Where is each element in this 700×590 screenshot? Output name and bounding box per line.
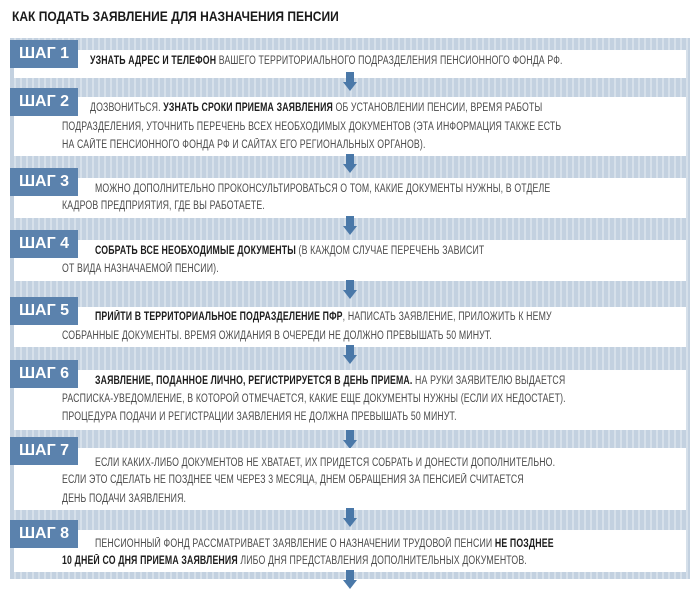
step-text: (В КАЖДОМ СЛУЧАЕ ПЕРЕЧЕНЬ ЗАВИСИТ <box>295 245 485 257</box>
step-text: ЛИБО ДНЯ ПРЕДСТАВЛЕНИЯ ДОПОЛНИТЕЛЬНЫХ ДОКУМЕНТОВ. <box>237 555 527 567</box>
step-text-line <box>62 121 561 133</box>
step-text: ОБ УСТАНОВЛЕНИИ ПЕНСИИ, ВРЕМЯ РАБОТЫ <box>332 102 543 114</box>
step-text: ВАШЕГО ТЕРРИТОРИАЛЬНОГО ПОДРАЗДЕЛЕНИЯ ПЕНСИОННОГО ФОНДА РФ. <box>216 55 563 67</box>
arrow-down-icon <box>343 216 357 236</box>
step-text: РАСПИСКА-УВЕДОМЛЕНИЕ, В КОТОРОЙ ОТМЕЧАЕТСЯ, КАКИЕ ЕЩЕ ДОКУМЕНТЫ НУЖНЫ (ЕСЛИ ИХ НЕДОСТАЕТ). <box>62 393 566 405</box>
step-text-bold: 10 ДНЕЙ СО ДНЯ ПРИЕМА ЗАЯВЛЕНИЯ <box>62 555 238 567</box>
step-text: НА САЙТЕ ПЕНСИОННОГО ФОНДА РФ И САЙТАХ ЕГО РЕГИОНАЛЬНЫХ ОРГАНОВ). <box>62 139 426 151</box>
arrow-down-icon <box>343 345 357 365</box>
step-text-line <box>95 311 552 323</box>
step-text: КАДРОВ ПРЕДПРИЯТИЯ, ГДЕ ВЫ РАБОТАЕТЕ. <box>62 200 265 212</box>
step-text: ЕСЛИ ЭТО СДЕЛАТЬ НЕ ПОЗДНЕЕ ЧЕМ ЧЕРЕЗ 3 МЕСЯЦА, ДНЕМ ОБРАЩЕНИЯ ЗА ПЕНСИЕЙ СЧИТАЕТСЯ <box>62 474 524 486</box>
arrow-down-icon <box>343 280 357 300</box>
arrow-down-icon <box>343 72 357 92</box>
step-badge: ШАГ 4 <box>10 230 78 258</box>
step-text-line <box>90 102 542 114</box>
arrow-down-icon <box>343 570 357 590</box>
step-text-line <box>62 555 527 567</box>
step-text: НА РУКИ ЗАЯВИТЕЛЮ ВЫДАЕТСЯ <box>412 375 566 387</box>
step-badge: ШАГ 3 <box>10 168 78 196</box>
step-text: ОТ ВИДА НАЗНАЧАЕМОЙ ПЕНСИИ). <box>62 263 219 275</box>
step-text-line <box>95 538 554 550</box>
step-text: ПОДРАЗДЕЛЕНИЯ, УТОЧНИТЬ ПЕРЕЧЕНЬ ВСЕХ НЕОБХОДИМЫХ ДОКУМЕНТОВ (ЭТА ИНФОРМАЦИЯ ТАКЖЕ ЕСТЬ <box>62 121 562 133</box>
step-text-line <box>62 393 566 405</box>
step-text-line <box>62 139 426 151</box>
step-badge: ШАГ 6 <box>10 360 78 388</box>
step-text-bold: СОБРАТЬ ВСЕ НЕОБХОДИМЫЕ ДОКУМЕНТЫ <box>95 245 296 257</box>
step-text-line <box>95 375 565 387</box>
step-badge: ШАГ 1 <box>10 40 78 68</box>
arrow-down-icon <box>343 508 357 528</box>
step-badge: ШАГ 7 <box>10 437 78 465</box>
step-text: ЕСЛИ КАКИХ-ЛИБО ДОКУМЕНТОВ НЕ ХВАТАЕТ, ИХ ПРИДЕТСЯ СОБРАТЬ И ДОНЕСТИ ДОПОЛНИТЕЛЬНО. <box>95 457 556 469</box>
step-text-line <box>62 493 186 505</box>
step-text-line <box>95 245 484 257</box>
step-badge: ШАГ 5 <box>10 297 78 325</box>
step-text: ДОЗВОНИТЬСЯ. <box>90 102 164 114</box>
arrow-down-icon <box>343 430 357 450</box>
step-text: ПЕНСИОННЫЙ ФОНД РАССМАТРИВАЕТ ЗАЯВЛЕНИЕ О НАЗНАЧЕНИИ ТРУДОВОЙ ПЕНСИИ <box>95 538 495 550</box>
step-text-line <box>62 200 265 212</box>
step-text-line <box>62 474 524 486</box>
step-text: ДЕНЬ ПОДАЧИ ЗАЯВЛЕНИЯ. <box>62 493 187 505</box>
step-text-bold: УЗНАТЬ СРОКИ ПРИЕМА ЗАЯВЛЕНИЯ <box>163 102 333 114</box>
step-badge: ШАГ 2 <box>10 88 78 116</box>
step-text-bold: ПРИЙТИ В ТЕРРИТОРИАЛЬНОЕ ПОДРАЗДЕЛЕНИЕ ПФР <box>95 311 343 323</box>
step-text-line <box>62 263 219 275</box>
step-text: МОЖНО ДОПОЛНИТЕЛЬНО ПРОКОНСУЛЬТИРОВАТЬСЯ О ТОМ, КАКИЕ ДОКУМЕНТЫ НУЖНЫ, В ОТДЕЛЕ <box>95 183 551 195</box>
step-text: , НАПИСАТЬ ЗАЯВЛЕНИЕ, ПРИЛОЖИТЬ К НЕМУ <box>342 311 552 323</box>
step-text-line <box>62 411 457 423</box>
step-badge: ШАГ 8 <box>10 520 78 548</box>
step-text-line <box>95 183 550 195</box>
step-text-bold: УЗНАТЬ АДРЕС И ТЕЛЕФОН <box>90 55 217 67</box>
step-text-line <box>62 330 492 342</box>
step-text: ПРОЦЕДУРА ПОДАЧИ И РЕГИСТРАЦИИ ЗАЯВЛЕНИЯ НЕ ДОЛЖНА ПРЕВЫШАТЬ 50 МИНУТ. <box>62 411 457 423</box>
step-text: СОБРАННЫЕ ДОКУМЕНТЫ. ВРЕМЯ ОЖИДАНИЯ В ОЧЕРЕДИ НЕ ДОЛЖНО ПРЕВЫШАТЬ 50 МИНУТ. <box>62 330 492 342</box>
step-text-bold: НЕ ПОЗДНЕЕ <box>494 538 554 550</box>
step-text-line <box>95 457 555 469</box>
step-text-bold: ЗАЯВЛЕНИЕ, ПОДАННОЕ ЛИЧНО, РЕГИСТРИРУЕТСЯ В ДЕНЬ ПРИЕМА. <box>95 375 413 387</box>
arrow-down-icon <box>343 154 357 174</box>
page-title: КАК ПОДАТЬ ЗАЯВЛЕНИЕ ДЛЯ НАЗНАЧЕНИЯ ПЕНСИИ <box>12 8 339 24</box>
step-text-line <box>90 55 563 67</box>
